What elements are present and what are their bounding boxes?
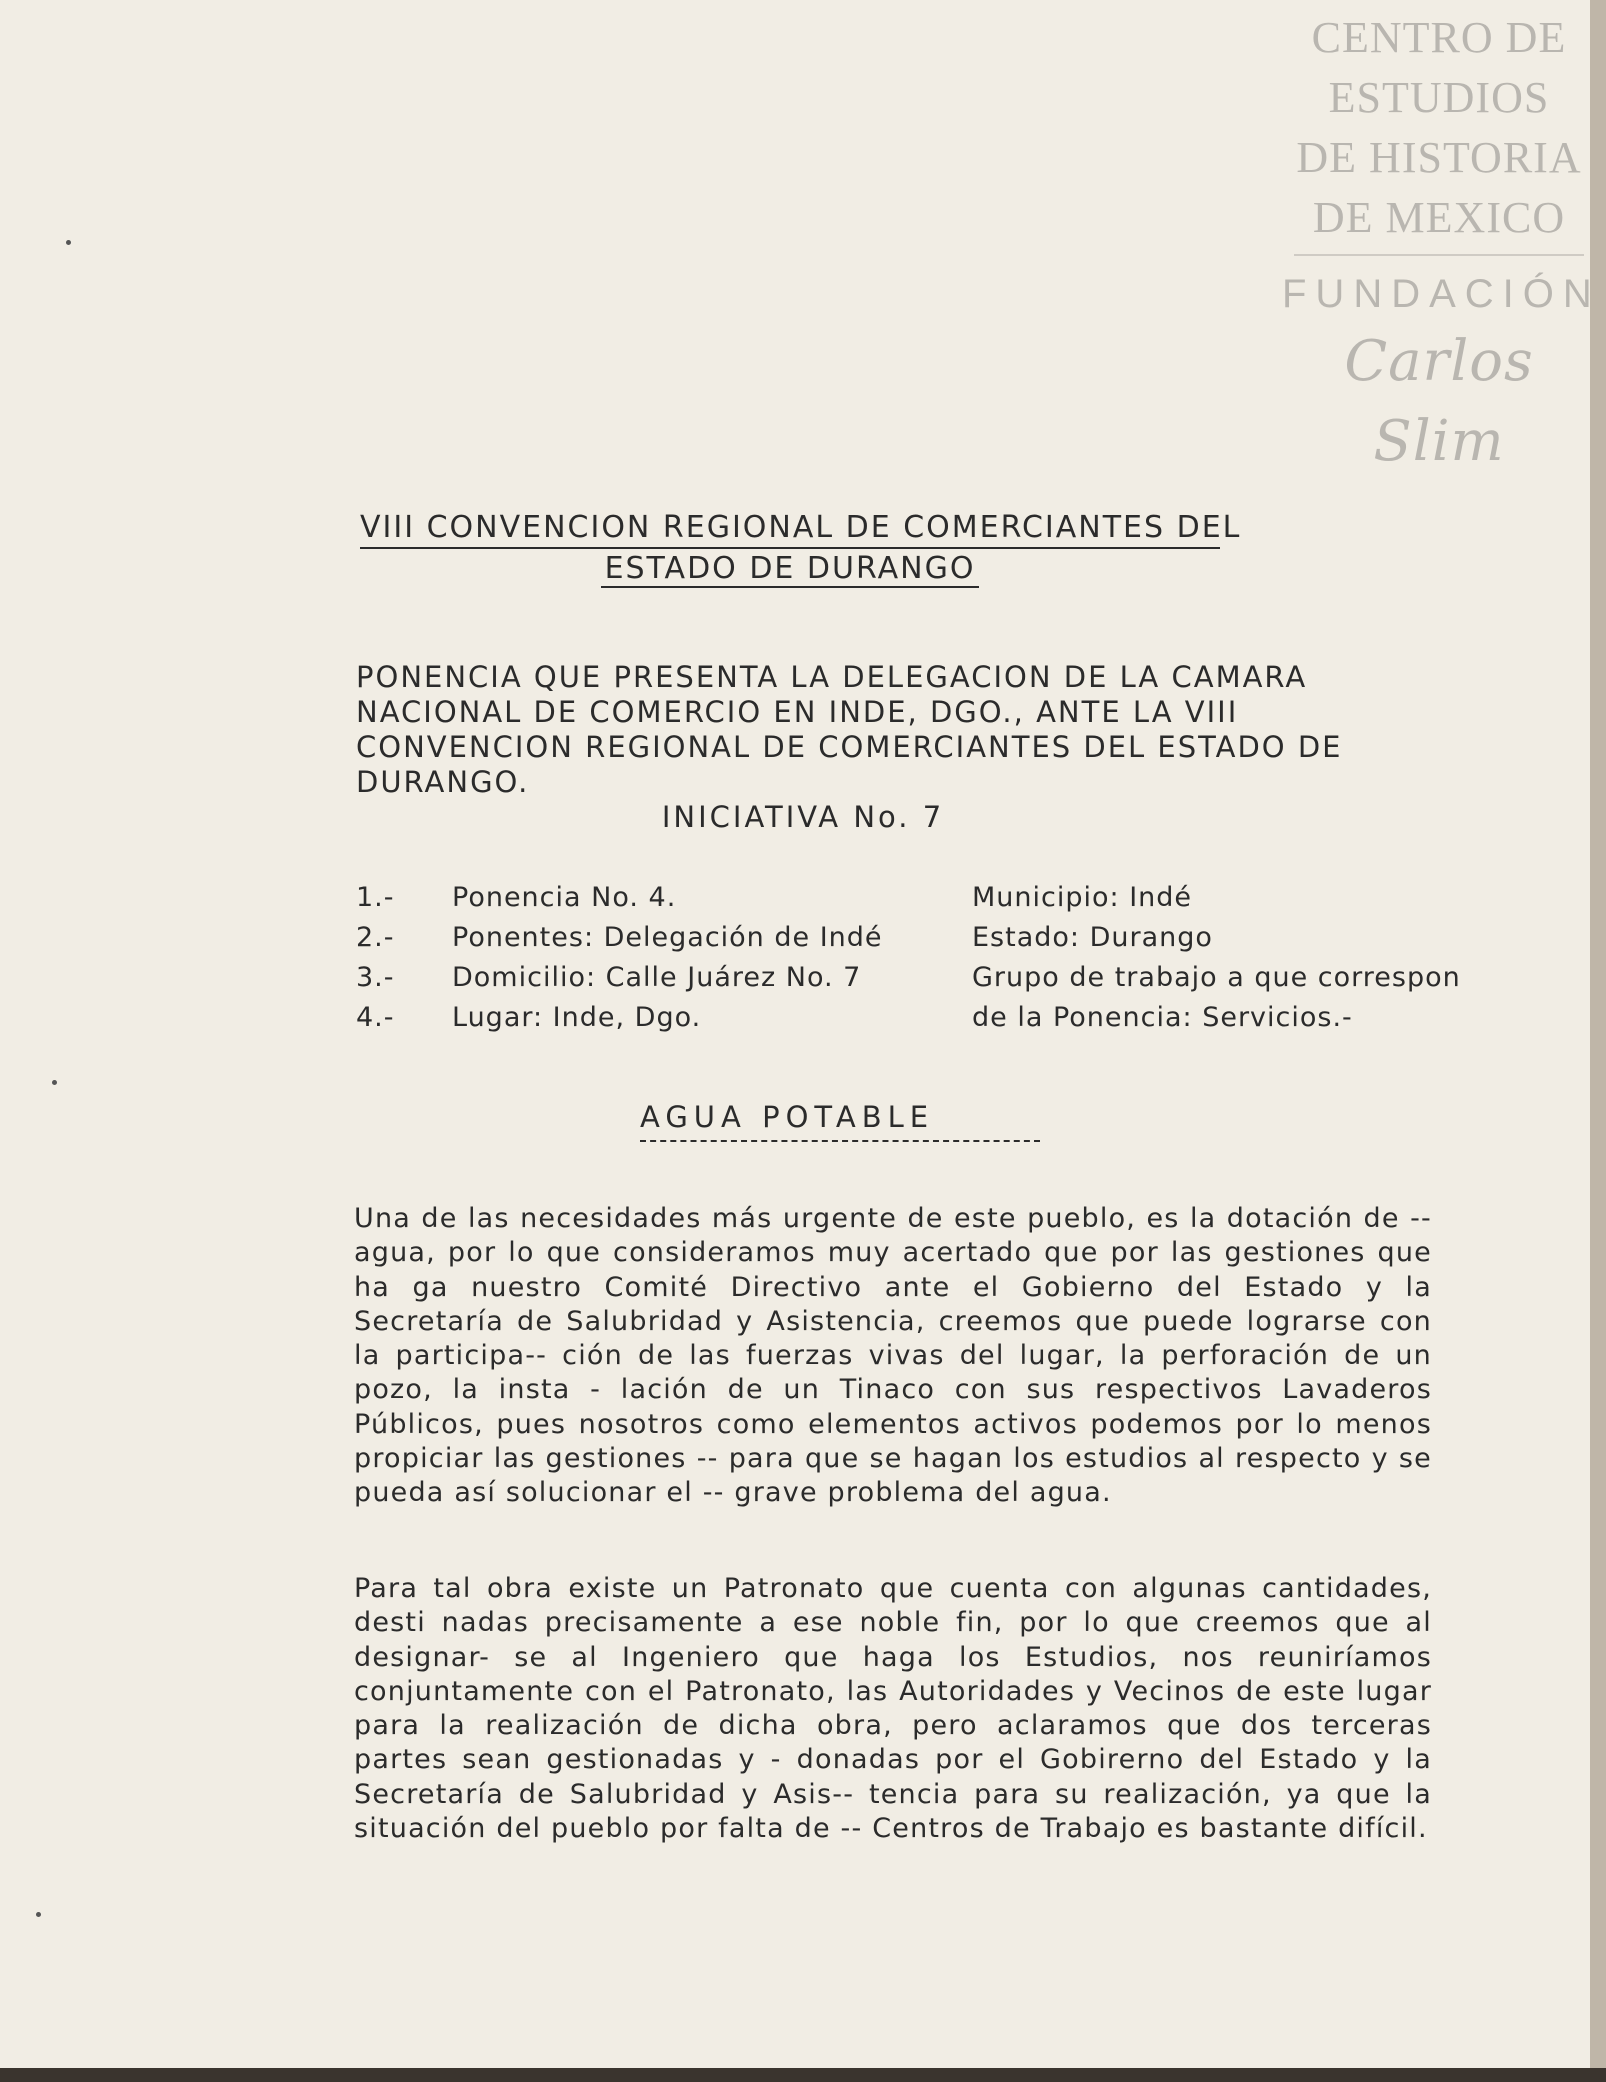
archive-watermark — [1282, 8, 1601, 482]
detail-text: Lugar: Inde, Dgo. — [452, 1002, 702, 1033]
location-row: Estado: Durango — [972, 922, 1213, 953]
body-paragraph: Una de las necesidades más urgente de este pueblo, es la dotación de -- agua, por lo que consideramos muy acertado que por las gestiones que ha ga nuestro Comité Directivo ante el Gobierno del Estado y la Secretaría de Salubridad y Asistencia, creemos que puede lograrse con la participa-- ción de las fuerzas vivas del lugar, la perforación de un pozo, la insta - lación de un Tinaco con sus respectivos Lavaderos Públicos, pues nosotros como elementos activos podemos por lo menos propiciar las gestiones -- para que se hagan los estudios al respecto y se pueda así solucionar el -- grave problema del agua. — [354, 1203, 1432, 1509]
location-row: Grupo de trabajo a que correspon — [972, 962, 1461, 993]
document-header — [360, 510, 1242, 586]
header-subtitle-wrap — [360, 551, 1220, 586]
watermark-line: CENTRO DE — [1311, 13, 1567, 62]
intro-statement: PONENCIA QUE PRESENTA LA DELEGACION DE LA CAMARA NACIONAL DE COMERCIO EN INDE, DGO., ANTE LA VIII CONVENCION REGIONAL DE COMERCIANTES DEL ESTADO DE DURANGO. — [356, 660, 1343, 799]
location-row: Municipio: Indé — [972, 882, 1193, 913]
binder-hole-mark — [52, 1080, 57, 1085]
ponencia-details — [356, 878, 916, 1038]
header-title: VIII CONVENCION REGIONAL DE COMERCIANTES DEL — [360, 510, 1220, 549]
watermark-divider — [1294, 254, 1584, 256]
header-subtitle: ESTADO DE DURANGO — [601, 551, 980, 588]
location-row: de la Ponencia: Servicios.- — [972, 1002, 1353, 1033]
detail-number: 4.- — [356, 1002, 395, 1033]
body-paragraph: Para tal obra existe un Patronato que cuenta con algunas cantidades, desti nadas precisamente a ese noble fin, por lo que creemos que al designar- se al Ingeniero que haga los Estudios, nos reuniríamos conjuntamente con el Patronato, las Autoridades y Vecinos de este lugar para la realización de dicha obra, pero aclaramos que dos terceras partes sean gestionadas y - donadas por el Gobirerno del Estado y la Secretaría de Salubridad y Asis-- tencia para su realización, ya que la situación del pueblo por falta de -- Centros de Trabajo es bastante difícil. — [354, 1573, 1432, 1845]
page-bottom-edge — [0, 2068, 1606, 2082]
iniciativa-number: INICIATIVA No. 7 — [661, 800, 945, 834]
section-title — [640, 1100, 1040, 1134]
section-title-underline — [640, 1140, 1040, 1142]
detail-row — [356, 998, 916, 1038]
section-title-text: AGUA POTABLE — [640, 1100, 935, 1134]
detail-text: Ponencia No. 4. — [452, 882, 677, 913]
ponencia-location — [972, 878, 1472, 1038]
binder-hole-mark — [66, 240, 71, 245]
watermark-line: ESTUDIOS — [1328, 73, 1550, 122]
detail-row — [356, 918, 916, 958]
detail-number: 3.- — [356, 962, 395, 993]
watermark-line: DE HISTORIA — [1296, 133, 1582, 182]
watermark-foundation: FUNDACIÓN — [1282, 272, 1601, 316]
detail-text: Domicilio: Calle Juárez No. 7 — [452, 962, 862, 993]
watermark-signature: Carlos Slim — [1344, 329, 1534, 474]
detail-text: Ponentes: Delegación de Indé — [452, 922, 883, 953]
detail-row — [356, 878, 916, 918]
watermark-line: DE MEXICO — [1312, 193, 1566, 242]
binder-hole-mark — [36, 1912, 41, 1917]
detail-number: 2.- — [356, 922, 395, 953]
detail-number: 1.- — [356, 882, 395, 913]
detail-row — [356, 958, 916, 998]
